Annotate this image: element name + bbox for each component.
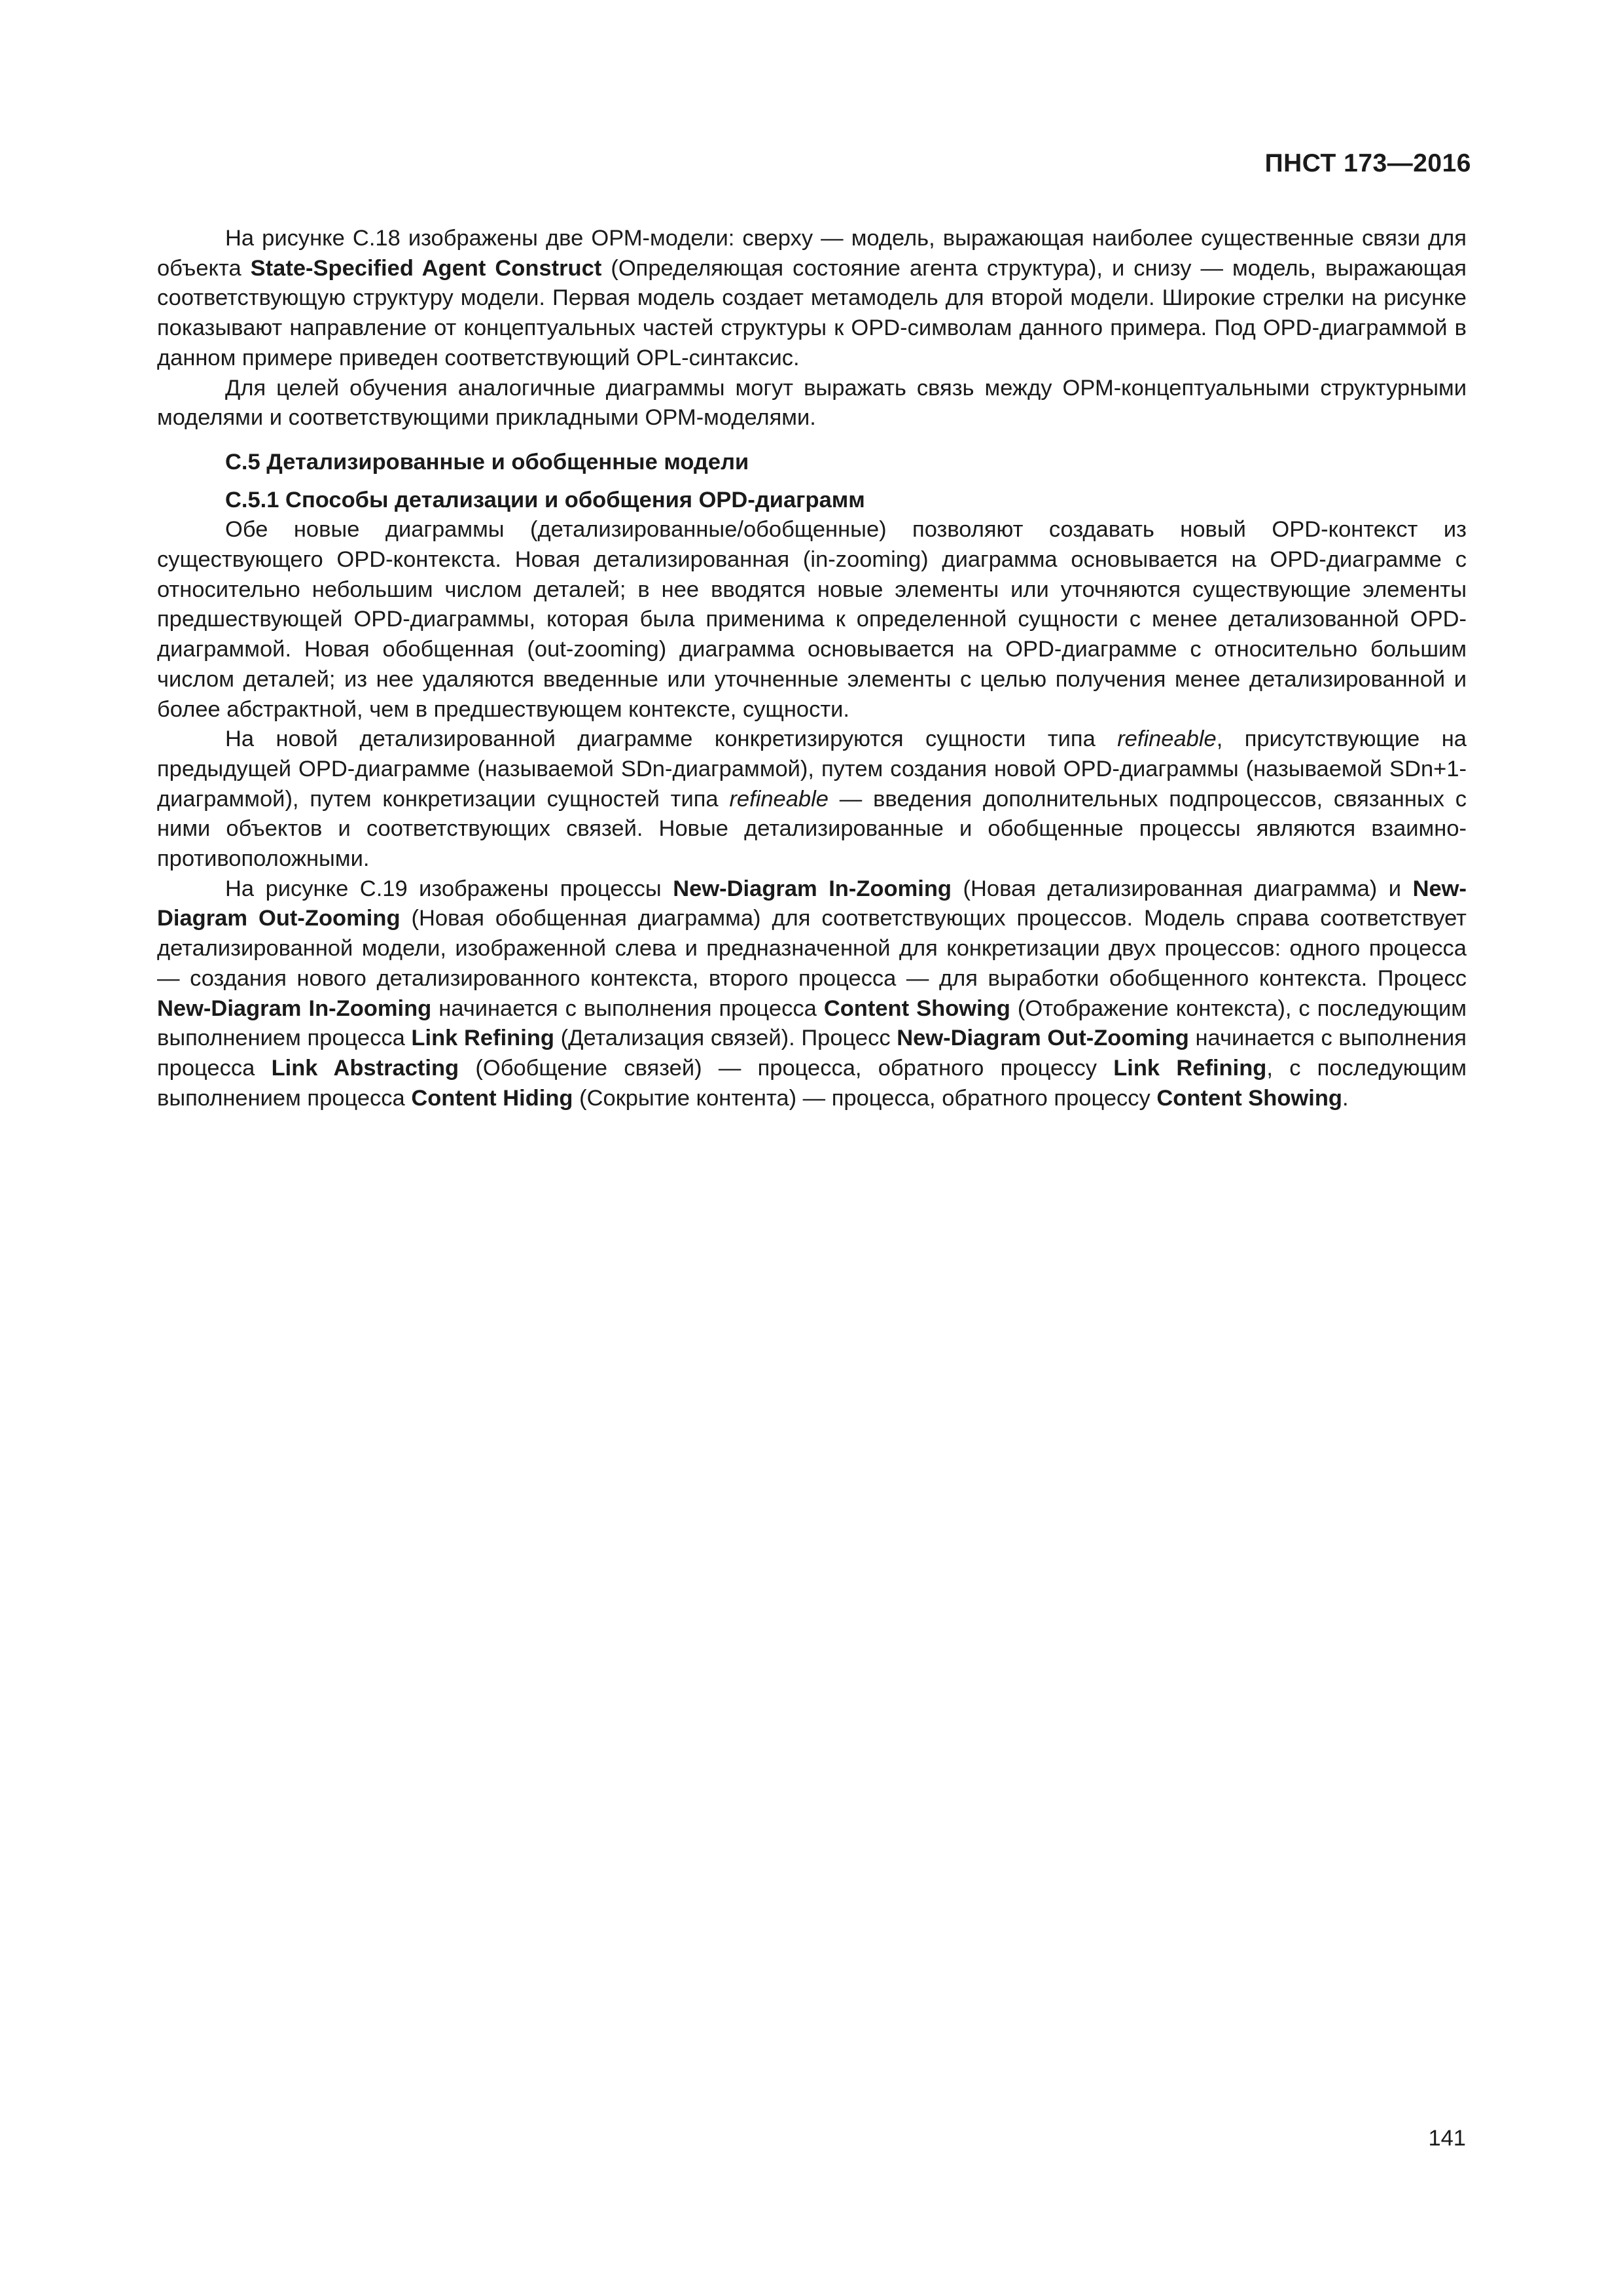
bold-term: Link Refining <box>1113 1055 1267 1081</box>
bold-term: New-Diagram Out-Zooming <box>897 1026 1189 1051</box>
bold-term: Content Showing <box>1156 1085 1343 1111</box>
bold-term: Link Abstracting <box>271 1055 459 1081</box>
text-run: , с последующим выполнением процесса <box>157 1055 1467 1111</box>
bold-term: New-Diagram In-Zooming <box>157 996 432 1021</box>
text-run: Обе новые диаграммы (детализированные/обобщенные) позволяют создавать новый OPD-контекст из существующего OPD-контекста. Новая детализированная (in-zooming) диаграмма основывается на OPD-диаграмме с относительно небольшим числом деталей; в нее вводятся новые элементы или уточняются существующие элементы предшествующей OPD-диаграммы, которая была применима к определенной сущности с менее детализованной OPD-диаграммой. Новая обобщенная (out-zooming) диаграмма основывается на OPD-диаграмме с относительно большим числом деталей; из нее удаляются введенные или уточненные элементы с целью получения менее детализированной и более абстрактной, чем в предшествующем контексте, сущности. <box>157 517 1467 722</box>
text-run: (Сокрытие контента) — процесса, обратного процессу <box>573 1085 1157 1111</box>
text-run: На рисунке С.18 изображены две ОРМ-модели: сверху — модель, выражающая наиболее существенные связи для объекта <box>157 226 1467 281</box>
text-run: . <box>1342 1085 1349 1111</box>
italic-term: refineable <box>1117 726 1217 752</box>
bold-term: Content Showing <box>823 996 1010 1021</box>
bold-term: New-Diagram In-Zooming <box>673 876 952 901</box>
paragraph <box>157 515 1467 725</box>
text-run: (Новая детализированная диаграмма) и <box>951 876 1413 901</box>
document-body <box>157 224 1467 1113</box>
text-run: На новой детализированной диаграмме конкретизируются сущности типа <box>225 726 1118 752</box>
text-run: Для целей обучения аналогичные диаграммы могут выражать связь между ОРМ-концептуальными структурными моделями и соответствующими прикладными ОРМ-моделями. <box>157 375 1467 431</box>
text-run: (Обобщение связей) — процесса, обратного процессу <box>459 1055 1114 1081</box>
paragraph <box>157 874 1467 1114</box>
bold-term: Content Hiding <box>411 1085 573 1111</box>
text-run: На рисунке С.19 изображены процессы <box>225 876 673 901</box>
bold-term: New-Diagram Out-Zooming <box>157 876 1467 931</box>
paragraph <box>157 725 1467 874</box>
document-id-header: ПНСТ 173—2016 <box>1264 149 1471 177</box>
text-run: (Определяющая состояние агента структура), и снизу — модель, выражающая соответствующую структуру модели. Первая модель создает метамодель для второй модели. Широкие стрелки на рисунке показывают направление от концептуальных частей структуры к OPD-символам данного примера. Под OPD-диаграммой в данном примере приведен соответствующий OPL-синтаксис. <box>157 255 1467 370</box>
section-heading: С.5 Детализированные и обобщенные модели <box>225 449 749 475</box>
bold-term: Link Refining <box>411 1026 554 1051</box>
text-run: (Детализация связей). Процесс <box>554 1026 897 1051</box>
text-run: (Новая обобщенная диаграмма) для соответствующих процессов. Модель справа соответствует детализированной модели, изображенной слева и предназначенной для конкретизации двух процессов: одного процесса — создания нового детализированного контекста, второго процесса — для выработки обобщенного контекста. Процесс <box>157 906 1467 991</box>
paragraph <box>157 374 1467 433</box>
text-run: начинается с выполнения процесса <box>157 1026 1467 1081</box>
bold-term: State-Specified Agent Construct <box>250 255 602 281</box>
italic-term: refineable <box>729 786 829 812</box>
paragraph <box>157 224 1467 374</box>
page-number: 141 <box>1428 2126 1466 2151</box>
text-run: — введения дополнительных подпроцессов, связанных с ними объектов и соответствующих связей. Новые детализированные и обобщенные процессы являются взаимно-противоположными. <box>157 786 1467 872</box>
subsection-heading: С.5.1 Способы детализации и обобщения OPD-диаграмм <box>225 487 865 512</box>
text-run: начинается с выполнения процесса <box>431 996 824 1021</box>
text-run: (Отображение контекста), с последующим выполнением процесса <box>157 996 1467 1051</box>
text-run: , присутствующие на предыдущей OPD-диаграмме (называемой SDn-диаграммой), путем создания новой OPD-диаграммы (называемой SDn+1-диаграммой), путем конкретизации сущностей типа <box>157 726 1467 812</box>
